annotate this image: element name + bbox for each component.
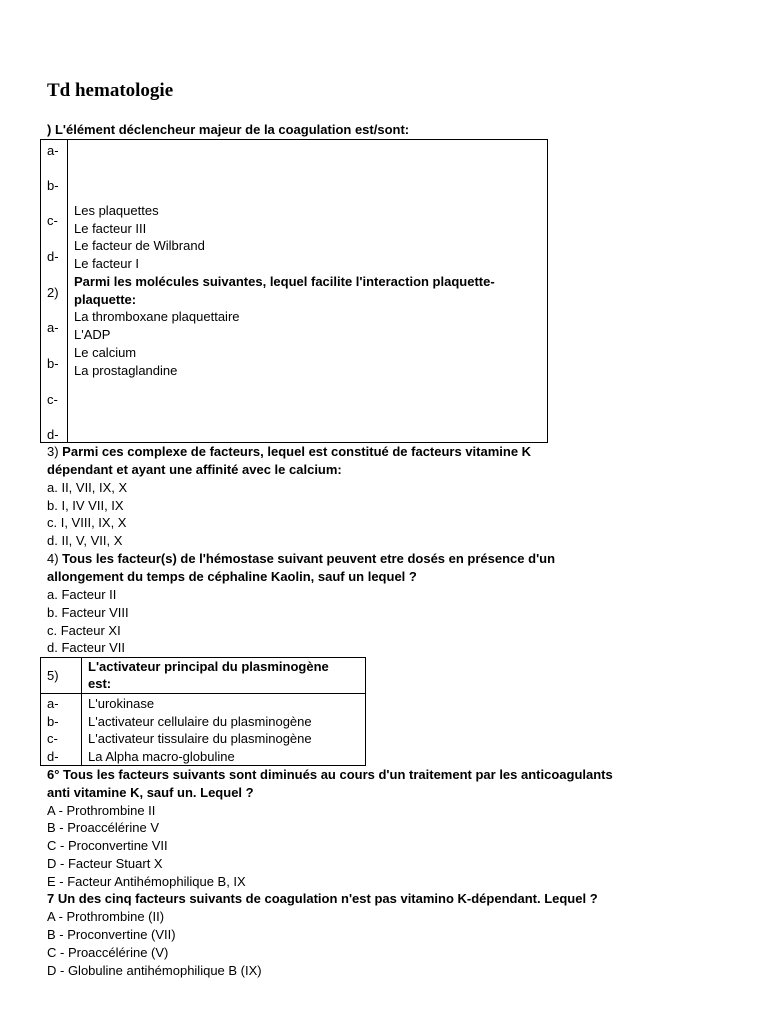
q6-option-e: E - Facteur Antihémophilique B, IX	[47, 874, 246, 889]
q5-option-d: La Alpha macro-globuline	[88, 749, 235, 764]
q1-q2-table	[40, 139, 548, 443]
q4-option-c: c. Facteur XI	[47, 623, 121, 638]
q3-question-line2: dépendant et ayant une affinité avec le calcium:	[47, 462, 342, 477]
q6-option-a: A - Prothrombine II	[47, 803, 156, 818]
q2-question-line1: Parmi les molécules suivantes, lequel facilite l'interaction plaquette-	[74, 274, 495, 289]
q1-option-c: Le facteur de Wilbrand	[74, 238, 205, 253]
table-divider	[81, 658, 82, 765]
q1-label-a: a-	[47, 143, 59, 158]
q3-option-b: b. I, IV VII, IX	[47, 498, 124, 513]
q7-option-a: A - Prothrombine (II)	[47, 909, 165, 924]
q5-option-c: L'activateur tissulaire du plasminogène	[88, 731, 312, 746]
q2-option-c: Le calcium	[74, 345, 137, 360]
q7-option-b: B - Proconvertine (VII)	[47, 927, 176, 942]
q5-label-c: c-	[47, 731, 58, 746]
q2-label-c: c-	[47, 392, 58, 407]
q1-question: ) L'élément déclencheur majeur de la coagulation est/sont:	[47, 122, 410, 137]
q3-option-d: d. II, V, VII, X	[47, 533, 123, 548]
q4-question-line1	[47, 550, 555, 567]
q4-question-line2: allongement du temps de céphaline Kaolin, sauf un lequel ?	[47, 569, 417, 584]
q6-option-c: C - Proconvertine VII	[47, 838, 168, 853]
q2-option-b: L'ADP	[74, 327, 111, 342]
q2-question-line2: plaquette:	[74, 292, 137, 307]
q5-question-line1: L'activateur principal du plasminogène	[88, 659, 329, 674]
q1-option-d: Le facteur I	[74, 256, 140, 271]
q6-option-b: B - Proaccélérine V	[47, 820, 159, 835]
q6-question-line2: anti vitamine K, sauf un. Lequel ?	[47, 785, 254, 800]
q5-label-a: a-	[47, 696, 59, 711]
q6-question-line1: 6° Tous les facteurs suivants sont diminués au cours d'un traitement par les anticoagulants	[47, 767, 613, 782]
q2-option-d: La prostaglandine	[74, 363, 178, 378]
q5-label-b: b-	[47, 714, 59, 729]
q4-option-d: d. Facteur VII	[47, 640, 126, 655]
q1-label-d: d-	[47, 249, 59, 264]
q3-option-a: a. II, VII, IX, X	[47, 480, 128, 495]
q2-label-b: b-	[47, 356, 59, 371]
q4-question-text: Tous les facteur(s) de l'hémostase suivant peuvent etre dosés en présence d'un	[62, 551, 556, 566]
q5-table	[40, 657, 366, 766]
q1-option-b: Le facteur III	[74, 221, 147, 236]
q4-option-a: a. Facteur II	[47, 587, 117, 602]
q7-option-d: D - Globuline antihémophilique B (IX)	[47, 963, 262, 978]
q3-question-text: Parmi ces complexe de facteurs, lequel est constitué de facteurs vitamine K	[62, 444, 532, 459]
q7-option-c: C - Proaccélérine (V)	[47, 945, 169, 960]
q2-option-a: La thromboxane plaquettaire	[74, 309, 240, 324]
q3-question-line1	[47, 443, 531, 460]
document-title: Td hematologie	[47, 80, 174, 101]
q2-number: 2)	[47, 285, 59, 300]
q4-number: 4)	[47, 551, 63, 566]
q1-label-b: b-	[47, 178, 59, 193]
q5-question-line2: est:	[88, 676, 112, 691]
q5-number: 5)	[47, 668, 59, 683]
q3-option-c: c. I, VIII, IX, X	[47, 515, 127, 530]
q5-label-d: d-	[47, 749, 59, 764]
q1-option-a: Les plaquettes	[74, 203, 159, 218]
q4-option-b: b. Facteur VIII	[47, 605, 129, 620]
q3-number: 3)	[47, 444, 63, 459]
q7-question: 7 Un des cinq facteurs suivants de coagulation n'est pas vitamino K-dépendant. Lequel ?	[47, 891, 598, 906]
table-divider	[41, 693, 365, 694]
q5-option-a: L'urokinase	[88, 696, 155, 711]
q2-label-d: d-	[47, 427, 59, 442]
table-divider	[67, 140, 68, 442]
q6-option-d: D - Facteur Stuart X	[47, 856, 163, 871]
q1-label-c: c-	[47, 213, 58, 228]
q5-option-b: L'activateur cellulaire du plasminogène	[88, 714, 312, 729]
q2-label-a: a-	[47, 320, 59, 335]
